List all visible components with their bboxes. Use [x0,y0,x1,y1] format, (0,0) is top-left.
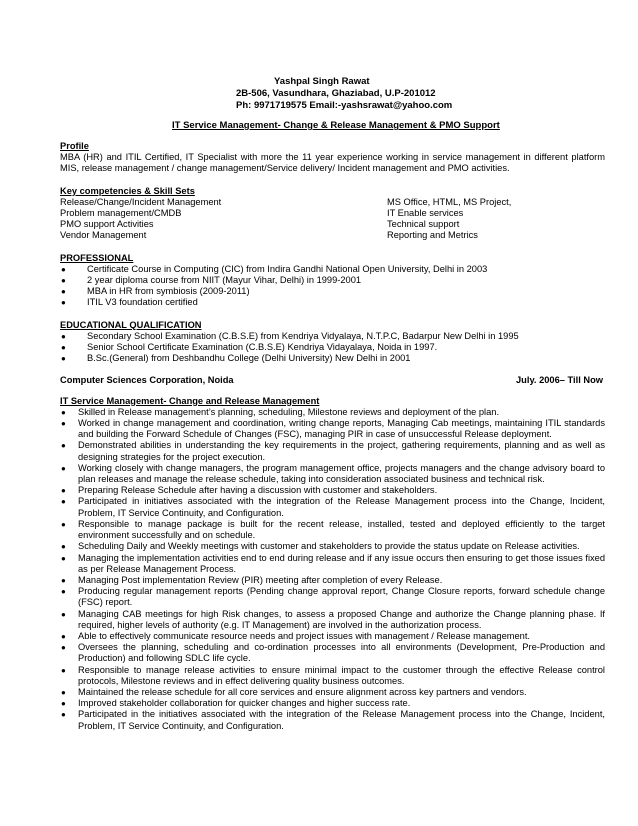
skills-right-column [387,197,605,242]
company-name: Computer Sciences Corporation, Noida [60,375,234,386]
bullet-icon: ● [61,665,66,675]
professional-heading: PROFESSIONAL [60,252,134,263]
profile-text: MBA (HR) and ITIL Certified, IT Specialist with more the 11 year experience working in service management in different platform MIS, release management / change management/Service delivery/ Incident management and PMO activities. [60,152,605,174]
bullet-icon: ● [61,354,66,364]
skills-table [60,197,605,242]
candidate-contact: Ph: 9971719575 Email:-yashsrawat@yahoo.com [236,100,453,111]
list-item: ● ITIL V3 foundation certified [61,297,198,308]
list-item: ● Senior School Certificate Examination (C.B.S.E) Kendriya Vidayalaya, Noida in 1997. [61,342,438,353]
bullet-icon: ● [61,276,66,286]
bullet-icon: ● [61,486,66,496]
bullet-icon: ● [61,497,66,507]
bullet-icon: ● [61,587,66,597]
skill-item: Release/Change/Incident Management [60,196,222,207]
resume-body [60,141,605,732]
list-item: ● Scheduling Daily and Weekly meetings with customer and stakeholders to provide the status update on Release activities. [61,541,580,552]
list-item: ● Managing Post implementation Review (PIR) meeting after completion of every Release. [61,574,443,585]
profile-heading: Profile [60,141,89,151]
skill-item: Reporting and Metrics [387,230,478,241]
bullet-icon: ● [61,441,66,451]
bullet-icon: ● [61,553,66,563]
skill-item: PMO support Activities [60,219,154,230]
list-item: ● Secondary School Examination (C.B.S.E) from Kendriya Vidyalaya, N.T.P.C, Badarpur New Delhi in 1995 [61,330,519,341]
list-item: ● Improved stakeholder collaboration for quicker changes and higher success rate. [61,698,411,709]
list-item: ● 2 year diploma course from NIIT (Mayur Vihar, Delhi) in 1999-2001 [61,275,362,286]
bullet-icon: ● [61,519,66,529]
bullet-icon: ● [61,419,66,429]
bullet-icon: ● [61,343,66,353]
list-item: ● Participated in initiatives associated with the integration of the Release Management process into the Change, Incident, Problem, IT Service Continuity, and Configuration. [61,496,605,518]
skill-item: IT Enable services [387,208,464,219]
bullet-icon: ● [61,264,66,274]
list-item: ● Working closely with change managers, the program management office, projects managers and the change advisory board to plan releases and manage the release schedule, taking into consideration associated business and technical risk. [61,462,605,485]
list-item: ● Demonstrated abilities in understanding the key requirements in the project, gathering requirements, planning and as well as designing strategies for the project execution. [61,440,605,462]
resume-title: IT Service Management- Change & Release Management & PMO Support [172,120,500,131]
list-item: ● Producing regular management reports (Pending change approval report, Change Closure reports, forward schedule change (FSC) report. [61,586,605,608]
bullet-icon: ● [61,575,66,585]
education-heading: EDUCATIONAL QUALIFICATION [60,319,202,330]
skill-item: Vendor Management [60,230,147,241]
list-item: ● Responsible to manage release activities to ensure minimal impact to the customer through the effective Release control protocols, Milestone reviews and in effect delivering quality business outcomes. [61,664,605,686]
education-list [60,331,605,365]
bullet-icon: ● [61,298,66,308]
bullet-icon: ● [61,407,66,417]
list-item: ● Worked in change management and coordination, writing change reports, Managing Cab meetings, maintaining ITIL standards and building the Forward Schedule of Changes (FSC), managing PIR in case of unsuccessful Release deployment. [61,418,605,440]
list-item: ● Managing the implementation activities end to end during release and if any issue occurs then ensuring to get those issues fixed as per Release Management Process. [61,552,605,574]
skills-left-column [60,197,387,242]
bullet-icon: ● [61,699,66,709]
skill-item: Problem management/CMDB [60,208,182,219]
bullet-icon: ● [61,463,66,473]
skills-heading: Key competencies & Skill Sets [60,185,195,196]
job-header [60,375,605,386]
list-item: ● Skilled in Release management’s planning, scheduling, Milestone reviews and deployment of the plan. [61,406,500,417]
professional-list [60,264,605,309]
bullet-icon: ● [61,710,66,720]
list-item: ● Oversees the planning, scheduling and co-ordination processes into all environments (Development, Pre-Production and Production) and following SDLC life cycle. [61,642,605,664]
role-heading: IT Service Management- Change and Release Management [60,395,320,406]
bullet-icon: ● [61,687,66,697]
job-period: July. 2006– Till Now [516,375,603,386]
bullet-icon: ● [61,287,66,297]
list-item: ● Maintained the release schedule for all core services and ensure alignment across key partners and vendors. [61,686,527,697]
bullet-icon: ● [61,631,66,641]
list-item: ● Responsible to manage package is built for the recent release, installed, tested and deployed efficiently to the target environment successfully and on schedule. [61,518,605,541]
skill-item: MS Office, HTML, MS Project, [387,196,512,207]
list-item: ● Able to effectively communicate resource needs and project issues with management / Release management. [61,630,531,641]
skill-item: Technical support [387,219,460,230]
bullet-icon: ● [61,331,66,341]
list-item: ● Certificate Course in Computing (CIC) from Indira Gandhi National Open University, Delhi in 2003 [61,263,488,274]
candidate-name: Yashpal Singh Rawat [274,76,370,87]
list-item: ● MBA in HR from symbiosis (2009-2011) [61,286,250,297]
list-item: ● Preparing Release Schedule after having a discussion with customer and stakeholders. [61,485,438,496]
bullet-icon: ● [61,542,66,552]
list-item: ● B.Sc.(General) from Deshbandhu College (Delhi University) New Delhi in 2001 [61,353,411,364]
job-responsibilities-list [60,407,605,732]
list-item: ● Participated in the initiatives associated with the integration of the Release Management process into the Change, Incident, Problem, IT Service Continuity, and Configuration. [61,709,605,731]
bullet-icon: ● [61,643,66,653]
candidate-address: 2B-506, Vasundhara, Ghaziabad, U.P-201012 [236,88,436,99]
list-item: ● Managing CAB meetings for high Risk changes, to assess a proposed Change and authorize the Change planning phase. If required, higher levels of authority (e.g. IT Management) are involved in the authorization process. [61,608,605,630]
bullet-icon: ● [61,609,66,619]
